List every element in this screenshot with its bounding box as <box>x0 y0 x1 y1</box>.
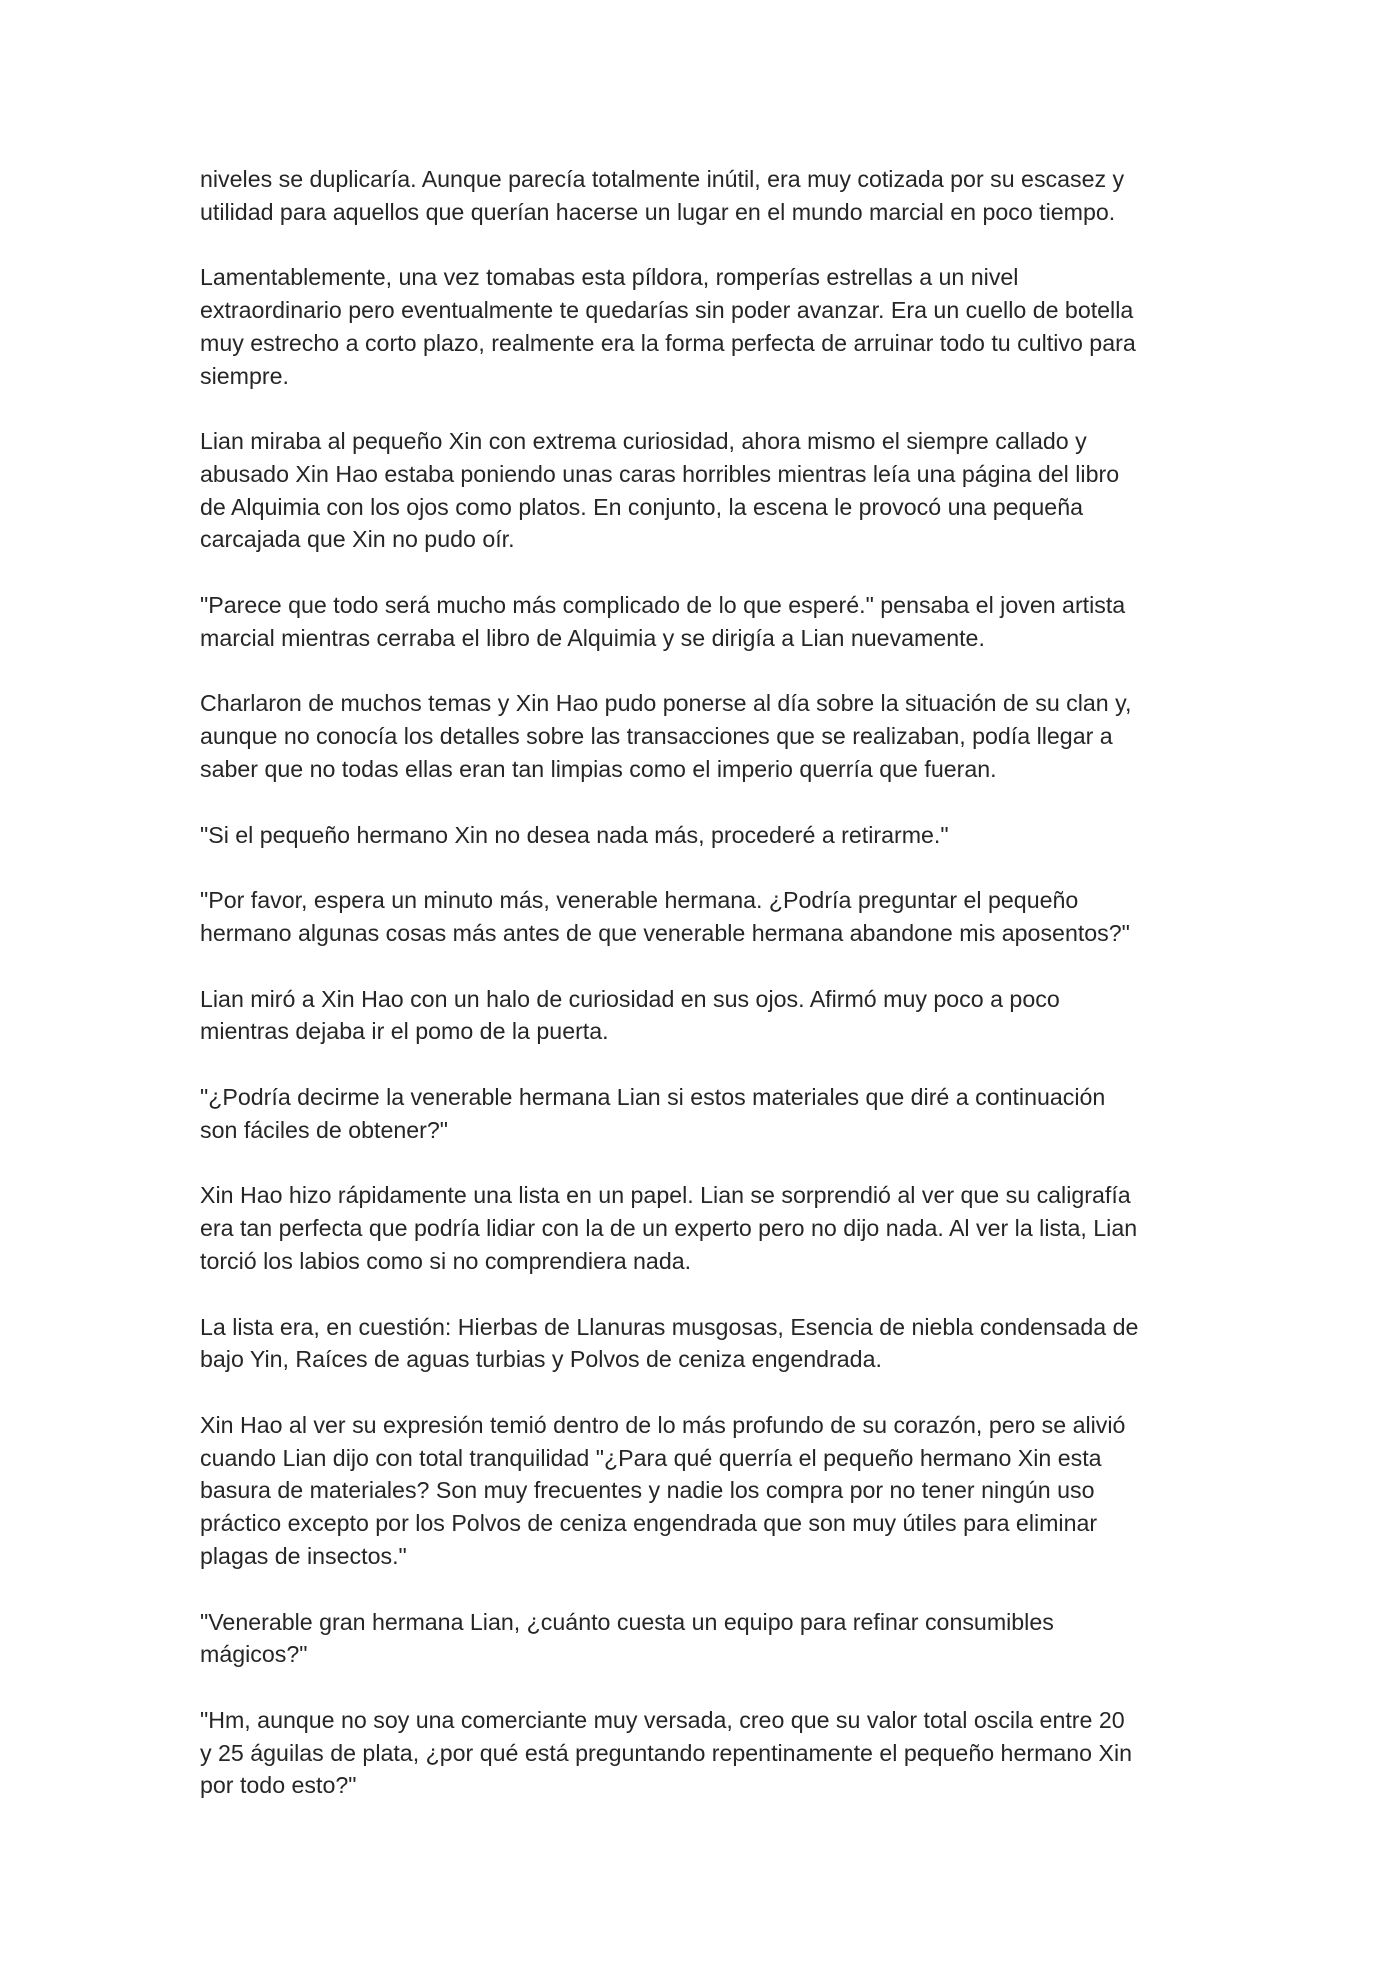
paragraph: Lamentablemente, una vez tomabas esta píldora, romperías estrellas a un nivel extraordinario pero eventualmente te quedarías sin poder avanzar. Era un cuello de botella muy estrecho a corto plazo, realmente era la forma perfecta de arruinar todo tu cultivo para siempre. <box>200 264 1136 389</box>
paragraph: "Si el pequeño hermano Xin no desea nada más, procederé a retirarme." <box>200 821 949 848</box>
paragraph: niveles se duplicaría. Aunque parecía totalmente inútil, era muy cotizada por su escasez y utilidad para aquellos que querían hacerse un lugar en el mundo marcial en poco tiempo. <box>200 166 1125 225</box>
paragraph: "Hm, aunque no soy una comerciante muy versada, creo que su valor total oscila entre 20 y 25 águilas de plata, ¿por qué está preguntando repentinamente el pequeño hermano Xin por todo esto?" <box>200 1706 1133 1799</box>
paragraph: "Por favor, espera un minuto más, venerable hermana. ¿Podría preguntar el pequeño hermano algunas cosas más antes de que venerable hermana abandone mis aposentos?" <box>200 887 1130 946</box>
paragraph: Lian miraba al pequeño Xin con extrema curiosidad, ahora mismo el siempre callado y abusado Xin Hao estaba poniendo unas caras horribles mientras leía una página del libro de Alquimia con los ojos como platos. En conjunto, la escena le provocó una pequeña carcajada que Xin no pudo oír. <box>200 428 1120 553</box>
paragraph: Lian miró a Xin Hao con un halo de curiosidad en sus ojos. Afirmó muy poco a poco mientras dejaba ir el pomo de la puerta. <box>200 985 1060 1045</box>
paragraph: Charlaron de muchos temas y Xin Hao pudo ponerse al día sobre la situación de su clan y, aunque no conocía los detalles sobre las transacciones que se realizaban, podía llegar a saber que no todas ellas eran tan limpias como el imperio querría que fueran. <box>200 690 1132 782</box>
paragraph: La lista era, en cuestión: Hierbas de Llanuras musgosas, Esencia de niebla condensada de bajo Yin, Raíces de aguas turbias y Polvos de ceniza engendrada. <box>200 1313 1139 1373</box>
paragraph: "Venerable gran hermana Lian, ¿cuánto cuesta un equipo para refinar consumibles mágicos?" <box>200 1608 1054 1668</box>
paragraph: Xin Hao al ver su expresión temió dentro de lo más profundo de su corazón, pero se alivió cuando Lian dijo con total tranquilidad "¿Para qué querría el pequeño hermano Xin esta basura de materiales? Son muy frecuentes y nadie los compra por no tener ningún uso práctico excepto por los Polvos de ceniza engendrada que son muy útiles para eliminar plagas de insectos." <box>200 1411 1126 1569</box>
paragraph: "¿Podría decirme la venerable hermana Lian si estos materiales que diré a continuación son fáciles de obtener?" <box>200 1084 1106 1143</box>
paragraph: Xin Hao hizo rápidamente una lista en un papel. Lian se sorprendió al ver que su caligrafía era tan perfecta que podría lidiar con la de un experto pero no dijo nada. Al ver la lista, Lian torció los labios como si no comprendiera nada. <box>200 1182 1138 1274</box>
paragraph: "Parece que todo será mucho más complicado de lo que esperé." pensaba el joven artista marcial mientras cerraba el libro de Alquimia y se dirigía a Lian nuevamente. <box>200 592 1126 651</box>
document-body <box>200 163 1205 1835</box>
